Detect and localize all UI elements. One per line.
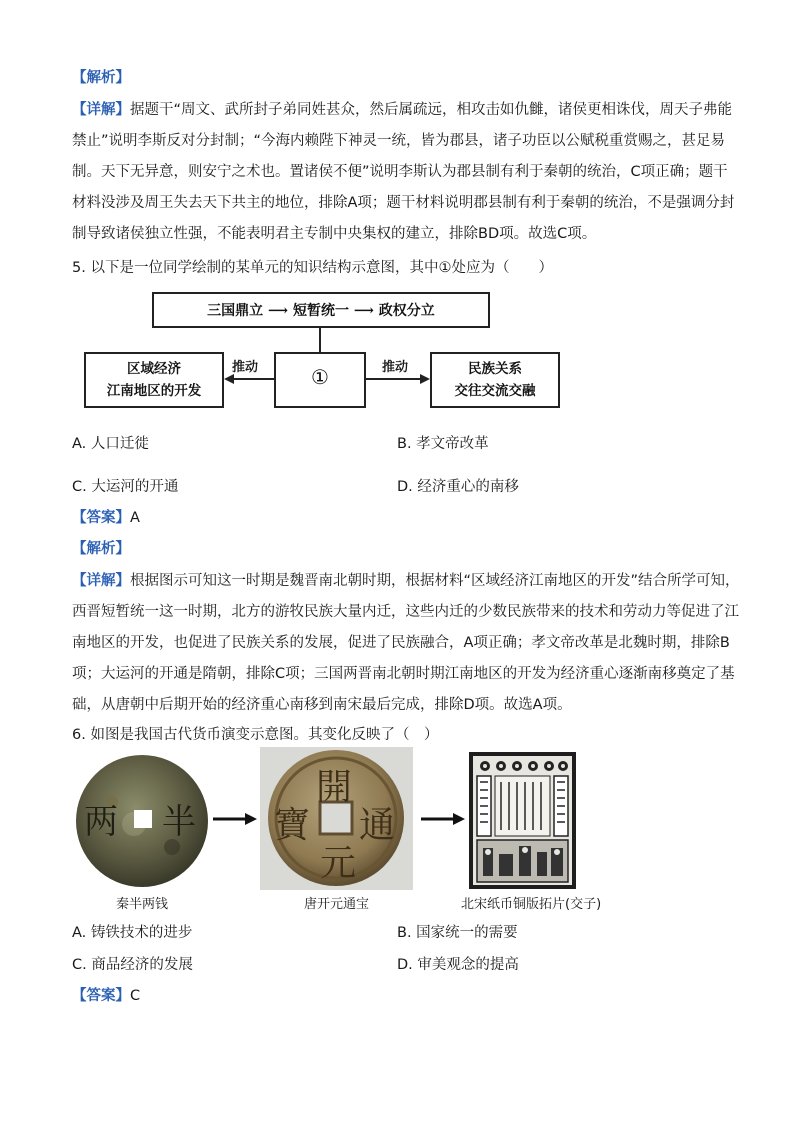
detail-line: 制导致诸侯独立性强，不能表明君主专制中央集权的建立，排除BD项。故选C项。	[72, 226, 597, 242]
coin2-char-bao: 寶	[274, 805, 311, 846]
question-5-stem: 5. 以下是一位同学绘制的某单元的知识结构示意图，其中①处应为（ ）	[72, 260, 553, 276]
detail-line: 材料没涉及周王失去天下共主的地位，排除A项；题干材料说明郡县制有利于秦朝的统治，不是强调分封	[72, 195, 735, 211]
diagram-right-box	[430, 352, 560, 408]
diagram-top-box	[152, 292, 490, 328]
detail-line: 【详解】据题干“周文、武所封子弟同姓甚众，然后属疏远，相攻击如仇雠，诸侯更相诛伐，周天子弗能	[72, 102, 733, 118]
knowledge-diagram	[82, 288, 562, 413]
detail-tag: 【详解】	[72, 102, 130, 118]
answer-value: C	[130, 988, 141, 1004]
right-arrow-label: 推动	[382, 360, 409, 375]
answer-tag: 【答案】	[72, 988, 130, 1004]
analysis-tag: 【解析】	[72, 70, 130, 86]
diagram-left-text-1: 区域经济	[127, 361, 181, 377]
coin2-char-tong: 通	[359, 805, 396, 846]
caption-qin-coin: 秦半两钱	[116, 897, 169, 912]
diagram-right-text-1: 民族关系	[468, 361, 522, 377]
option-a: A. 人口迁徙	[72, 436, 149, 452]
diagram-center-box	[274, 352, 366, 408]
analysis-tag: 【解析】	[72, 541, 130, 557]
answer-value: A	[130, 510, 140, 526]
detail-line: 【详解】根据图示可知这一时期是魏晋南北朝时期，根据材料“区域经济江南地区的开发”结合所学可知，	[72, 573, 740, 589]
answer-row	[72, 984, 140, 1005]
diagram-connector	[319, 328, 321, 352]
detail-line: 项；大运河的开通是隋朝，排除C项；三国两晋南北朝时期江南地区的开发为经济重心逐渐南移奠定了基	[72, 666, 735, 682]
q5-detail	[72, 566, 740, 721]
coin2-char-kai: 開	[316, 767, 353, 808]
diagram-top-text: 三国鼎立 ⟶ 短暂统一 ⟶ 政权分立	[207, 303, 435, 319]
coin1-char-liang: 两	[84, 802, 118, 842]
diagram-left-text-2: 江南地区的开发	[106, 383, 202, 399]
option-c: C. 商品经济的发展	[72, 957, 193, 973]
diagram-left-box	[84, 352, 224, 408]
answer-row	[72, 506, 140, 527]
detail-line: 南地区的开发，也促进了民族关系的发展，促进了民族融合，A项正确；孝文帝改革是北魏时期，排除B	[72, 635, 730, 651]
arrow-right-icon	[421, 811, 465, 827]
option-d: D. 审美观念的提高	[397, 957, 519, 973]
coin1-char-ban: 半	[162, 802, 196, 842]
detail-line: 制。天下无异意，则安宁之术也。置诸侯不便”说明李斯认为郡县制有利于秦朝的统治，C项正确；题干	[72, 164, 728, 180]
caption-jiaozi: 北宋纸币铜版拓片(交子)	[461, 897, 602, 912]
answer-tag: 【答案】	[72, 510, 130, 526]
diagram-right-text-2: 交往交流交融	[454, 383, 536, 399]
left-arrow-label: 推动	[232, 360, 259, 375]
coin2-char-yuan: 元	[320, 843, 357, 884]
jiaozi-print-image	[469, 752, 576, 889]
option-a: A. 铸铁技术的进步	[72, 925, 193, 941]
option-c: C. 大运河的开通	[72, 479, 179, 495]
question-6-stem: 6. 如图是我国古代货币演变示意图。其变化反映了（ ）	[72, 727, 439, 743]
caption-tang-coin: 唐开元通宝	[304, 897, 370, 912]
detail-line: 础，从唐朝中后期开始的经济重心南移到南宋最后完成，排除D项。故选A项。	[72, 697, 572, 713]
option-b: B. 孝文帝改革	[397, 436, 489, 452]
detail-tag: 【详解】	[72, 573, 130, 589]
option-d: D. 经济重心的南移	[397, 479, 519, 495]
diagram-center-text: ①	[311, 365, 329, 389]
detail-line: 禁止”说明李斯反对分封制；“今海内赖陛下神灵一统，皆为郡县，诸子功臣以公赋税重赏赐之，甚足易	[72, 133, 726, 149]
arrow-right-icon	[213, 811, 257, 827]
q4-detail	[72, 95, 735, 250]
qin-banliang-coin-image	[72, 752, 212, 890]
option-b: B. 国家统一的需要	[397, 925, 518, 941]
tang-kaiyuan-coin-image	[260, 747, 413, 890]
detail-line: 西晋短暂统一这一时期，北方的游牧民族大量内迁，这些内迁的少数民族带来的技术和劳动力等促进了江	[72, 604, 739, 620]
